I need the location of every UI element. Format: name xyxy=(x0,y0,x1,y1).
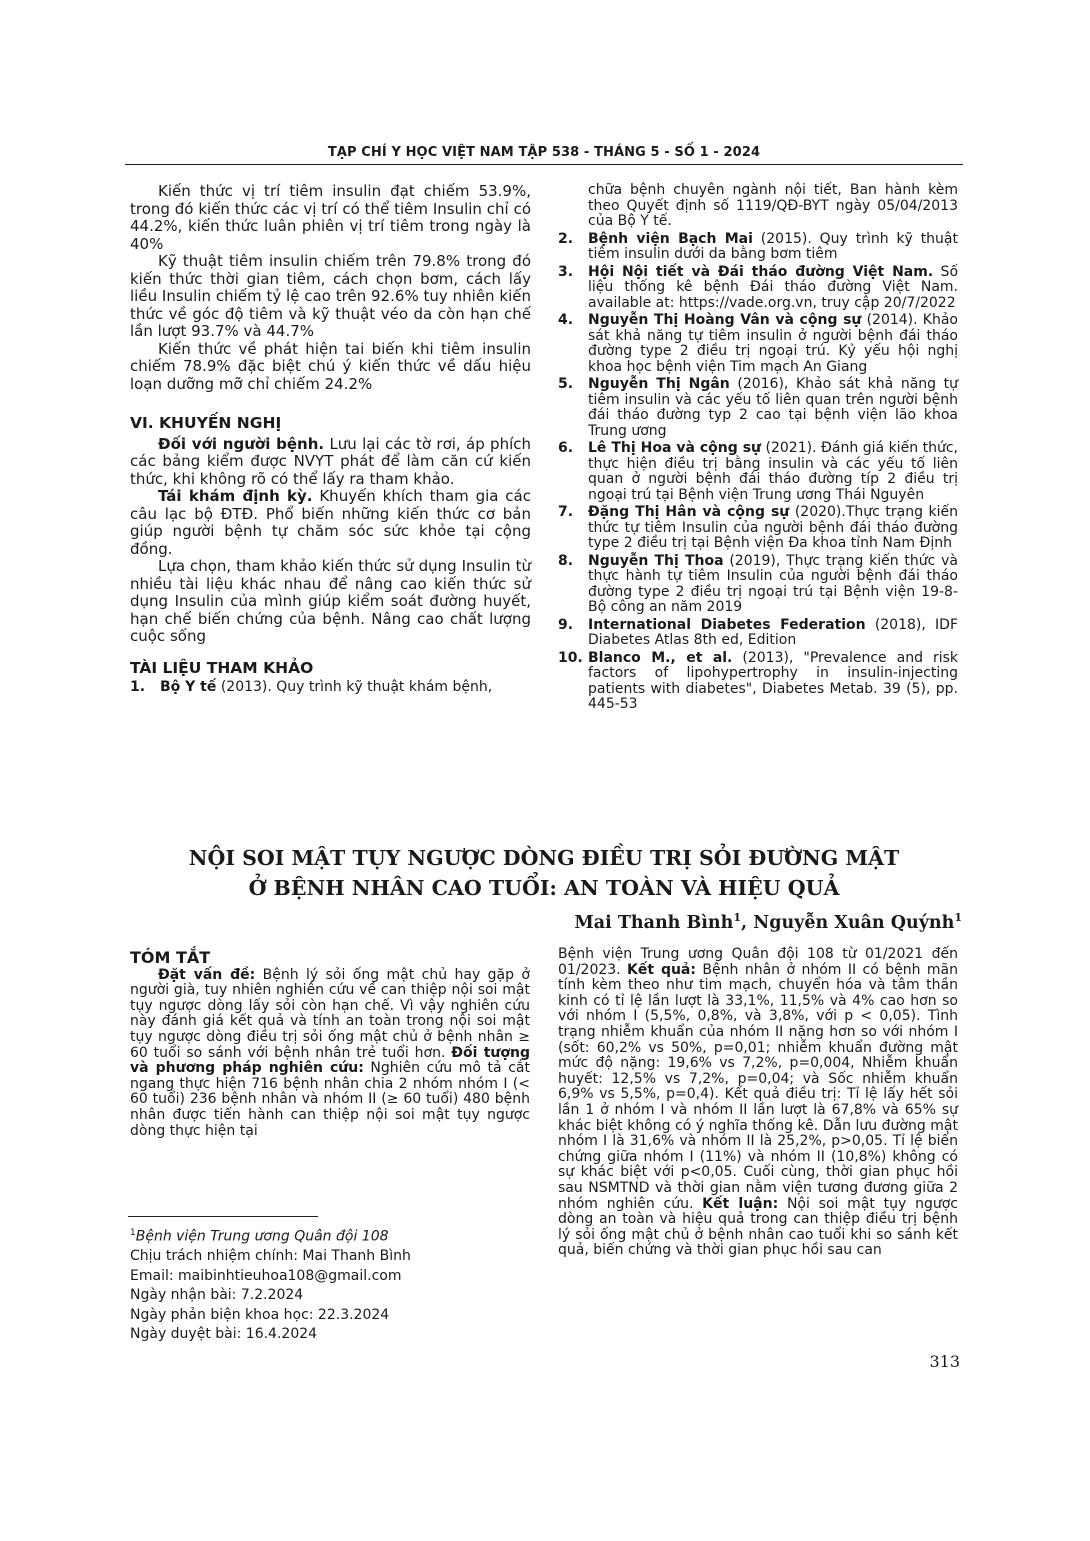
recommendation-paragraph-1 xyxy=(130,436,531,489)
reference-item xyxy=(130,680,531,696)
abstract-text: Bệnh lý sỏi ống mật chủ hay gặp ở người già, tuy nhiên nghiên cứu về can thiệp nội soi mật tụy ngược dòng lấy sỏi còn hạn chế. Vì vậy nghiên cứu này đánh giá kết quả và tính an toàn trong nội soi mật tụy ngược dòng điều trị sỏi ống mật chủ ở bệnh nhân ≥ 60 tuổi so sánh với bệnh nhân trẻ tuổi hơn. xyxy=(130,966,530,1061)
reference-author: Đặng Thị Hân và cộng sự xyxy=(588,504,790,520)
footnote-rule xyxy=(128,1216,318,1217)
reference-number: 9. xyxy=(558,616,574,633)
reference-rest: (2020).Thực trạng kiến thức tự tiêm Insulin của người bệnh đái tháo đường type 2 điều trị tại Bệnh viện Đa khoa tỉnh Nam Định xyxy=(588,504,959,551)
reference-continuation xyxy=(558,183,958,230)
footnote-reviewed: Ngày phản biện khoa học: 22.3.2024 xyxy=(130,1306,390,1323)
reference-number: 8. xyxy=(558,552,574,569)
author-affiliation-mark: 1 xyxy=(954,911,962,924)
author-list xyxy=(574,911,962,933)
reference-rest: (2014). Khảo sát khả năng tự tiêm insulin ở người bệnh đái tháo đường type 2 điều trị ngoại trú. Kỷ yếu hội nghị khoa học bệnh viện Tim mạch An Giang xyxy=(588,312,958,375)
reference-continuation-text: chữa bệnh chuyên ngành nội tiết, Ban hành kèm theo Quyết định số 1119/QĐ-BYT ngày 05/04/2013 của Bộ Y tế. xyxy=(588,182,958,229)
reference-number: 7. xyxy=(558,504,574,520)
reference-text xyxy=(588,505,958,552)
author-name: Mai Thanh Bình xyxy=(574,912,734,933)
reference-author: Bộ Y tế xyxy=(160,679,217,695)
reference-rest: (2013), "Prevalence and risk factors of lipohypertrophy in insulin-injecting patients with diabetes", Diabetes Metab. 39 (5), pp. 445-53 xyxy=(588,649,959,712)
reference-author: Blanco M., et al. xyxy=(588,649,733,666)
reference-rest: (2013). Quy trình kỹ thuật khám bệnh, xyxy=(216,679,493,695)
reference-item xyxy=(558,313,958,375)
reference-author: International Diabetes Federation xyxy=(588,616,866,633)
reference-author: Hội Nội tiết và Đái tháo đường Việt Nam. xyxy=(588,263,934,280)
reference-author: Nguyễn Thị Ngân xyxy=(588,376,730,392)
author-separator: , xyxy=(741,912,754,933)
page-number: 313 xyxy=(929,1352,960,1371)
journal-header: TẠP CHÍ Y HỌC VIỆT NAM TẬP 538 - THÁNG 5 - SỐ 1 - 2024 xyxy=(327,145,761,160)
abstract-label: Kết quả: xyxy=(627,961,696,978)
reference-author: Bệnh viện Bạch Mai xyxy=(588,230,753,247)
footnote-email: Email: maibinhtieuhoa108@gmail.com xyxy=(130,1267,402,1284)
abstract-text: Nghiên cứu mô tả cắt ngang thực hiện 716 bệnh nhân chia 2 nhóm nhóm I (< 60 tuổi) 236 bệnh nhân và nhóm II (≥ 60 tuổi) 480 bệnh nhân được tiến hành can thiệp nội soi mật tụy ngược dòng thực hiện tại xyxy=(130,1060,530,1139)
recommendation-paragraph-2 xyxy=(130,488,531,558)
reference-text xyxy=(588,618,958,649)
conclusion-paragraph-2: Kỹ thuật tiêm insulin chiếm trên 79.8% trong đó kiến thức thời gian tiêm, cách chọn bơm, cách lấy liều Insulin chiếm tỷ lệ cao trên 92.6% tuy nhiên kiến thức về góc độ tiêm và kỹ thuật véo da còn hạn chế lần lượt 93.7% và 44.7% xyxy=(130,252,531,340)
reference-rest: (2016), Khảo sát khả năng tự tiêm insulin và các yếu tố liên quan trên người bệnh đái tháo đường typ 2 cao tại bệnh viện lão khoa Trung ương xyxy=(588,376,958,439)
reference-text xyxy=(588,265,958,312)
reference-text xyxy=(588,554,958,616)
abstract-text: Bệnh nhân ở nhóm II có bệnh mãn tính kèm theo như tim mạch, chuyển hóa và tâm thần kinh có tỉ lệ lần lượt là 33,1%, 11,5% và 4% cao hơn so với nhóm I (5,5%, 0,8%, và 3,8%, với p < 0,05). Tình trạng nhiễm khuẩn của nhóm II nặng hơn so với nhóm I (sốt: 60,2% vs 50%, p=0,01; nhiễm khuẩn đường mật mức độ nặng: 19,6% vs 7,2%, p=0,004, Nhiễm khuẩn huyết: 12,5% vs 7,2%, p=0,04; và Sốc nhiễm khuẩn 6,9% vs 5,5%, p=0,4). Kết quả điều trị: Tỉ lệ lấy hết sỏi lần 1 ở nhóm I và nhóm II lần lượt là 67,8% và 65% sự khác biệt không có ý nghĩa thống kê. Dẫn lưu đường mật nhóm I là 31,6% và nhóm II là 25,2%, p>0,05. Tỉ lệ biến chứng giữa nhóm I (11%) và nhóm II (10,8%) không có sự khác biệt với p<0,05. Cuối cùng, thời gian phục hồi sau NSMTND và thời gian nằm viện tương đương giữa 2 nhóm nghiên cứu. xyxy=(558,961,958,1212)
left-column xyxy=(130,183,531,698)
article-title-line-1: NỘI SOI MẬT TỤY NGƯỢC DÒNG ĐIỀU TRỊ SỎI ĐƯỜNG MẬT xyxy=(188,846,900,870)
footnote-responsible: Chịu trách nhiệm chính: Mai Thanh Bình xyxy=(130,1248,411,1265)
abstract-paragraph xyxy=(130,968,530,1140)
reference-text xyxy=(588,441,958,503)
reference-number: 10. xyxy=(558,649,583,666)
reference-item xyxy=(558,505,958,552)
recommendation-heading: VI. KHUYẾN NGHỊ xyxy=(130,414,282,432)
right-column xyxy=(558,183,958,715)
abstract-heading: TÓM TẮT xyxy=(130,948,211,967)
reference-item xyxy=(558,441,958,503)
abstract-paragraph xyxy=(558,947,958,1259)
reference-author: Nguyễn Thị Thoa xyxy=(588,552,724,569)
footnote-institution-text: Bệnh viện Trung ương Quân đội 108 xyxy=(135,1228,389,1245)
abstract-label: Đối tượng và phương pháp nghiên cứu: xyxy=(130,1044,530,1077)
reference-number: 1. xyxy=(130,679,146,695)
reference-item xyxy=(558,651,958,713)
reference-rest: (2018), IDF Diabetes Atlas 8th ed, Edition xyxy=(588,616,958,648)
reference-text xyxy=(588,377,958,439)
author-affiliation-mark: 1 xyxy=(733,911,742,924)
reference-number: 5. xyxy=(558,376,574,392)
abstract-label: Kết luận: xyxy=(702,1195,779,1212)
reference-number: 3. xyxy=(558,263,574,280)
author-name: Nguyễn Xuân Quýnh xyxy=(753,912,955,933)
reference-item xyxy=(558,265,958,312)
reference-text xyxy=(588,232,958,263)
article-title-line-2: Ở BỆNH NHÂN CAO TUỔI: AN TOÀN VÀ HIỆU QUẢ xyxy=(248,876,840,900)
footnote-institution xyxy=(130,1224,530,1247)
abstract-left xyxy=(130,950,530,1139)
reference-rest: (2021). Đánh giá kiến thức, thực hiện điều trị bằng insulin và các yếu tố liên quan ở người bệnh đái tháo đường típ 2 điều trị ngoại trú tại Bệnh viện Trung ương Thái Nguyên xyxy=(588,440,958,503)
header-rule xyxy=(125,164,963,165)
footnote-accepted: Ngày duyệt bài: 16.4.2024 xyxy=(130,1326,318,1343)
reference-text xyxy=(160,680,531,696)
footnote-mark: 1 xyxy=(130,1228,136,1238)
article-title xyxy=(125,843,963,903)
conclusion-paragraph-3: Kiến thức về phát hiện tai biến khi tiêm insulin chiếm 78.9% đặc biệt chú ý kiến thức về dấu hiệu loạn dưỡng mỡ chỉ chiếm 24.2% xyxy=(130,339,531,393)
reference-text xyxy=(588,651,958,713)
abstract-text: Nội soi mật tụy ngược dòng an toàn và hiệu quả trong can thiệp điều trị bệnh lý sỏi ống mật chủ ở bệnh nhân cao tuổi khi so sánh kết quả, biến chứng và thời gian phục hồi sau can xyxy=(558,1195,958,1259)
reference-author: Lê Thị Hoa và cộng sự xyxy=(588,440,761,456)
rec1-text: Lưu lại các tờ rơi, áp phích các bảng kiểm được NVYT phát để làm căn cứ kiến thức, khi không rõ có thể lấy ra tham khảo. xyxy=(130,434,531,488)
reference-item xyxy=(558,554,958,616)
reference-item xyxy=(558,618,958,649)
reference-rest: Số liệu thống kê bệnh Đái tháo đường Việt Nam. available at: https://vade.org.vn, truy cập 20/7/2022 xyxy=(588,263,959,311)
reference-item xyxy=(558,377,958,439)
reference-number: 6. xyxy=(558,440,574,456)
abstract-text: Bệnh viện Trung ương Quân đội 108 từ 01/2021 đến 01/2023. xyxy=(558,946,958,978)
abstract-right xyxy=(558,947,958,1259)
conclusion-paragraph-1: Kiến thức vị trí tiêm insulin đạt chiếm 53.9%, trong đó kiến thức các vị trí có thể tiêm Insulin chỉ có 44.2%, kiến thức luân phiên vị trí tiêm trong ngày là 40% xyxy=(130,182,531,253)
footnote xyxy=(130,1224,530,1345)
rec1-lead: Đối với người bệnh. xyxy=(158,434,325,453)
reference-author: Nguyễn Thị Hoàng Vân và cộng sự xyxy=(588,312,862,328)
reference-item xyxy=(558,232,958,263)
abstract-label: Đặt vấn đề: xyxy=(158,966,256,983)
rec2-text: Khuyến khích tham gia các câu lạc bộ ĐTĐ. Phổ biến những kiến thức cơ bản giúp người bệnh tự chăm sóc sức khỏe tại cộng đồng. xyxy=(130,487,531,558)
reference-text xyxy=(588,313,958,375)
footnote-received: Ngày nhận bài: 7.2.2024 xyxy=(130,1287,304,1304)
reference-number: 2. xyxy=(558,230,574,247)
recommendation-paragraph-3: Lựa chọn, tham khảo kiến thức sử dụng Insulin từ nhiều tài liệu khác nhau để nâng cao kiến thức sử dụng Insulin của mình giúp kiểm soát đường huyết, hạn chế biến chứng của bệnh. Nâng cao chất lượng cuộc sống xyxy=(130,557,531,645)
reference-rest: (2019), Thực trạng kiến thức và thực hành tự tiêm Insulin của người bệnh đái tháo đường type 2 điều trị ngoại trú tại Bệnh viện 19-8- Bộ công an năm 2019 xyxy=(588,552,958,615)
rec2-lead: Tái khám định kỳ. xyxy=(158,487,313,505)
reference-rest: (2015). Quy trình kỹ thuật tiêm insulin dưới da bằng bơm tiêm xyxy=(588,230,959,262)
references-heading: TÀI LIỆU THAM KHẢO xyxy=(130,658,314,677)
reference-number: 4. xyxy=(558,312,574,328)
